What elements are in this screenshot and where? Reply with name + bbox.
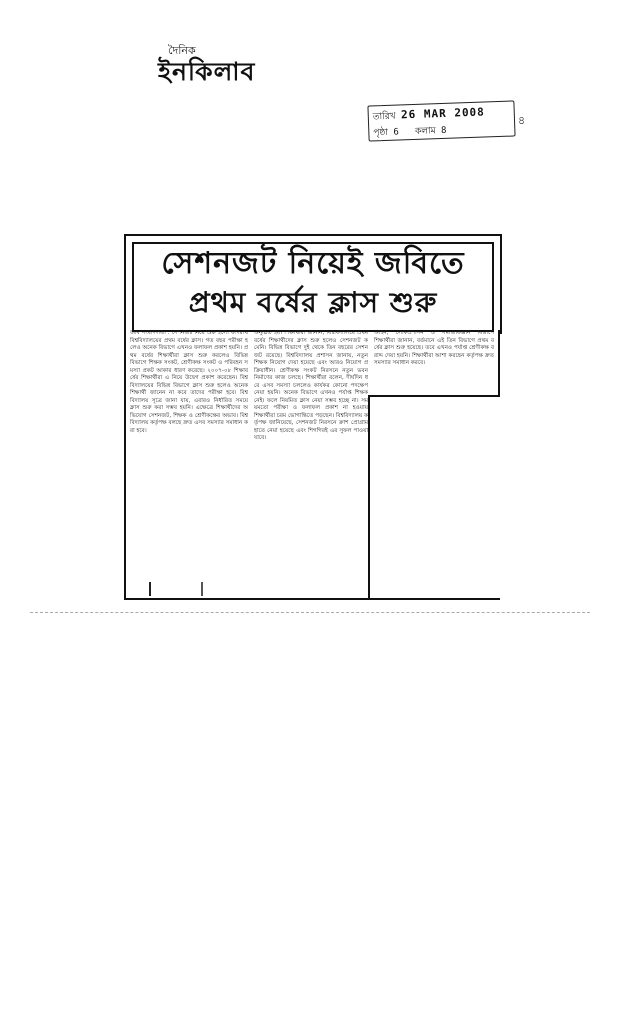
article-column-1: জবি সংবাদদাতা : সেশনজট নিয়ে শুরু হলো জগন্নাথ বিশ্ববিদ্যালয়ের প্রথম বর্ষের ক্লাস। গত বছর পরীক্ষা হলেও অনেক বিভাগে এখনও ফলাফল প্রকাশ হয়নি। প্রথম বর্ষের শিক্ষার্থীরা ক্লাস শুরু করলেও বিভিন্ন বিভাগে শিক্ষক সংকট, শ্রেণীকক্ষ সংকট ও পরিবহন সমস্যা প্রকট আকার ধারণ করেছে। ২০০৭-০৮ শিক্ষাবর্ষের শিক্ষার্থীরা এ নিয়ে উদ্বেগ প্রকাশ করেছেন। বিশ্ববিদ্যালয়ের বিভিন্ন বিভাগে ক্লাস শুরু হলেও অনেক শিক্ষার্থী জানেন না কবে তাদের পরীক্ষা হবে। বিশ্ববিদ্যালয় সূত্রে জানা যায়, এবারও নির্ধারিত সময়ে ক্লাস শুরু করা সম্ভব হয়নি। এক্ষেত্রে শিক্ষার্থীদের অভিযোগ সেশনজট, শিক্ষক ও শ্রেণীকক্ষের অভাব। বিশ্ববিদ্যালয় কর্তৃপক্ষ বলছে দ্রুত এসব সমস্যার সমাধান করা হবে। xyxy=(130,330,248,434)
stamp-date: 26 MAR 2008 xyxy=(400,105,486,122)
stamp-date-label: তারিখ xyxy=(372,111,396,123)
stamp-margin-mark: ৪ xyxy=(518,114,526,127)
clipping-header-box xyxy=(124,234,502,334)
stamp-column-label: কলাম xyxy=(414,126,436,137)
stamp-page-number: 6 xyxy=(393,127,399,138)
article-column-2: অনুষ্ঠিত হয়। শিক্ষার্থীরা জানান, বিশ্ববিদ্যালয়ে প্রথম বর্ষের শিক্ষার্থীদের ক্লাস শুরু হলেও সেশনজট কমেনি। বিভিন্ন বিভাগে দুই থেকে তিন বছরের সেশনজট রয়েছে। বিশ্ববিদ্যালয় প্রশাসন জানায়, নতুন শিক্ষক নিয়োগ দেয়া হয়েছে এবং আরও নিয়োগ প্রক্রিয়াধীন। শ্রেণীকক্ষ সংকট নিরসনে নতুন ভবন নির্মাণের কাজ চলছে। শিক্ষার্থীরা বলেন, দীর্ঘদিন ধরে এসব সমস্যা চললেও কার্যকর কোনো পদক্ষেপ নেয়া হয়নি। অনেক বিভাগে এখনও পর্যাপ্ত শিক্ষক নেই। ফলে নিয়মিত ক্লাস নেয়া সম্ভব হচ্ছে না। সময়মতো পরীক্ষা ও ফলাফল প্রকাশ না হওয়ায় শিক্ষার্থীরা চরম ভোগান্তিতে পড়ছেন। বিশ্ববিদ্যালয় কর্তৃপক্ষ জানিয়েছে, সেশনজট নিরসনে ক্রাশ প্রোগ্রাম হাতে নেয়া হয়েছে এবং শিগগিরই এর সুফল পাওয়া যাবে। xyxy=(254,330,368,441)
headline-line-2: প্রথম বর্ষের ক্লাস শুরু xyxy=(188,286,438,319)
article-headline xyxy=(132,242,494,332)
stamp-column-number: 8 xyxy=(440,125,447,137)
clipping-border-right xyxy=(498,330,500,395)
newspaper-masthead: ইনকিলাব xyxy=(158,57,256,86)
clipping-border-step xyxy=(370,395,500,397)
headline-line-1: সেশনজট নিয়েই জবিতে xyxy=(161,246,465,281)
masthead-small-label: দৈনিক xyxy=(168,44,196,57)
scan-noise-line xyxy=(30,612,590,613)
clipping-footer-graphic xyxy=(130,582,366,596)
stamp-page-label: পৃষ্ঠা xyxy=(373,127,389,139)
clipping-border-inner xyxy=(368,395,370,600)
article-column-3: আইন, লোকপ্রশাসন ও সমাজবিজ্ঞান বিভাগে শিক্ষার্থীরা জানান, বর্তমানে এই তিন বিভাগে প্রথম বর্ষের ক্লাস শুরু হয়েছে। তবে এখনও পর্যাপ্ত শ্রেণীকক্ষ বরাদ্দ দেয়া হয়নি। শিক্ষার্থীরা আশা করছেন কর্তৃপক্ষ দ্রুত সমস্যার সমাধান করবে। xyxy=(374,330,494,366)
date-stamp xyxy=(367,100,515,141)
